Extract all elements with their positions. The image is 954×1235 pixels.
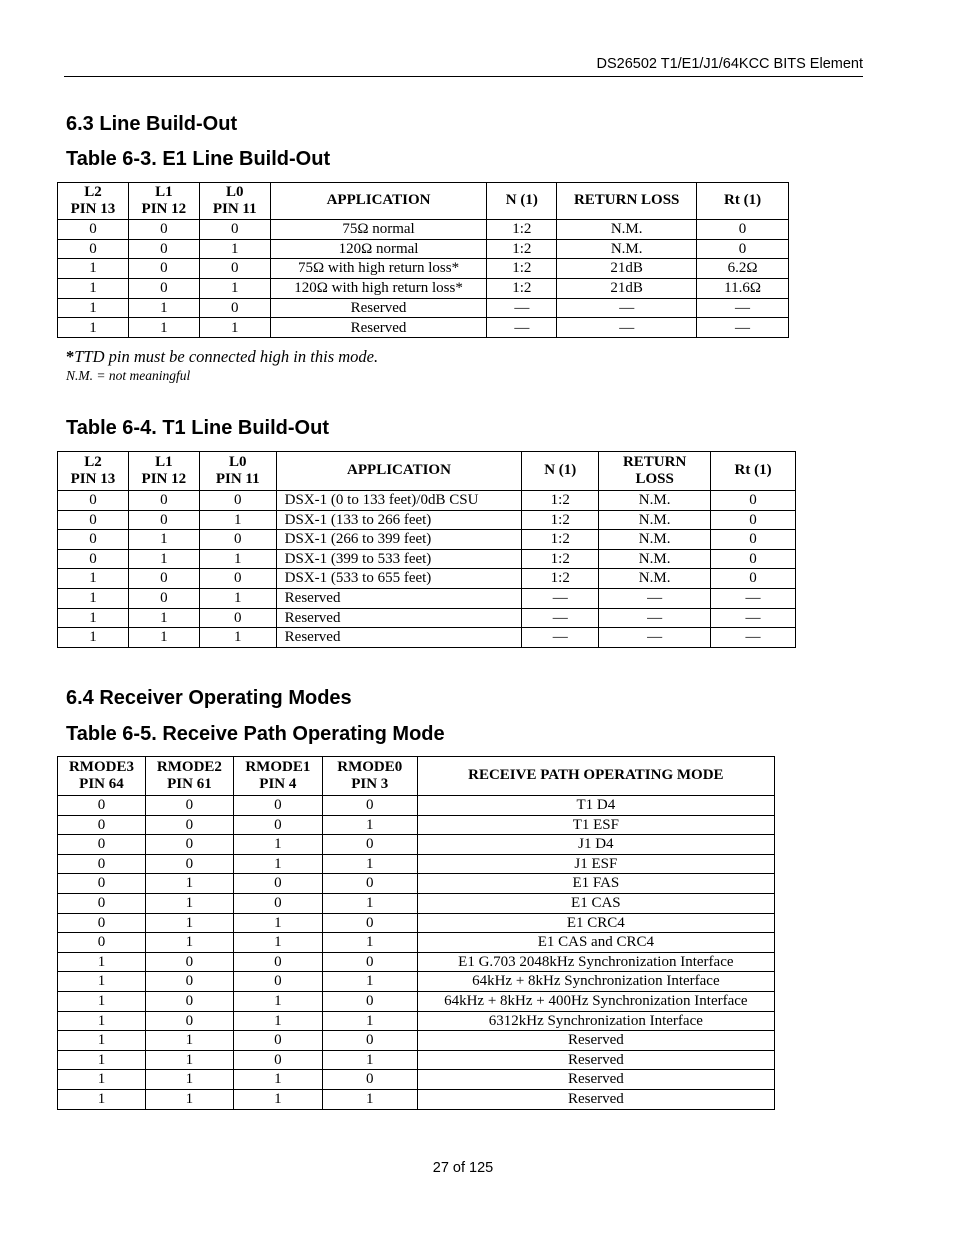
table-cell: 0	[697, 220, 789, 240]
table-cell: 75Ω normal	[270, 220, 487, 240]
table-cell: 0	[233, 952, 322, 972]
column-header: RMODE0 PIN 3	[322, 757, 417, 796]
t1-line-build-out-table	[57, 451, 796, 648]
table-cell: Reserved	[276, 628, 522, 648]
table-caption-rx: Table 6-5. Receive Path Operating Mode	[66, 723, 445, 745]
table-cell: 1	[199, 549, 276, 569]
column-header: RMODE2 PIN 61	[145, 757, 233, 796]
table-cell: 1	[145, 1070, 233, 1090]
table-cell: 0	[233, 1050, 322, 1070]
column-header: L1 PIN 12	[128, 452, 199, 491]
table-cell: 0	[199, 220, 270, 240]
table-cell: 0	[58, 549, 129, 569]
table-row	[58, 549, 796, 569]
table-cell: 1	[58, 259, 129, 279]
table-cell: E1 G.703 2048kHz Synchronization Interface	[417, 952, 774, 972]
table-row	[58, 628, 796, 648]
table-cell: —	[522, 628, 599, 648]
column-header: RMODE1 PIN 4	[233, 757, 322, 796]
table-cell: 1:2	[522, 510, 599, 530]
table-cell: 1	[128, 298, 199, 318]
table-cell: 0	[58, 893, 146, 913]
table-cell: 0	[58, 510, 129, 530]
table-cell: 1	[58, 1070, 146, 1090]
table-row	[58, 1011, 775, 1031]
table-cell: DSX-1 (266 to 399 feet)	[276, 530, 522, 550]
table-cell: 75Ω with high return loss*	[270, 259, 487, 279]
table-row	[58, 796, 775, 816]
table-cell: 1:2	[487, 239, 557, 259]
table-cell: 1	[233, 835, 322, 855]
document-header: DS26502 T1/E1/J1/64KCC BITS Element	[596, 56, 863, 72]
table-row	[58, 854, 775, 874]
table-cell: —	[487, 318, 557, 338]
table-cell: 1	[128, 628, 199, 648]
table-cell: 0	[128, 220, 199, 240]
table-cell: 1:2	[522, 491, 599, 511]
table-cell: DSX-1 (399 to 533 feet)	[276, 549, 522, 569]
table-cell: J1 D4	[417, 835, 774, 855]
table-cell: 0	[322, 1031, 417, 1051]
table-cell: 1	[322, 933, 417, 953]
table-row	[58, 318, 789, 338]
table-cell: 1	[199, 510, 276, 530]
table-cell: Reserved	[276, 588, 522, 608]
table-cell: 1:2	[487, 279, 557, 299]
table-cell: —	[487, 298, 557, 318]
table-cell: Reserved	[270, 298, 487, 318]
table-cell: 0	[199, 608, 276, 628]
table-row	[58, 298, 789, 318]
table-cell: 1	[58, 1089, 146, 1109]
table-cell: 0	[128, 259, 199, 279]
table-cell: 1	[233, 854, 322, 874]
table-cell: 1	[322, 815, 417, 835]
table-cell: 0	[58, 530, 129, 550]
table-cell: 64kHz + 8kHz + 400Hz Synchronization Interface	[417, 991, 774, 1011]
table-cell: 0	[145, 835, 233, 855]
column-header: L0 PIN 11	[199, 183, 270, 220]
table-cell: 1	[233, 1011, 322, 1031]
table-cell: 1	[58, 1050, 146, 1070]
table-cell: 0	[322, 913, 417, 933]
table-cell: 0	[199, 569, 276, 589]
page-number: 27 of 125	[432, 1160, 494, 1176]
table-cell: 1	[322, 1050, 417, 1070]
table-cell: —	[557, 298, 697, 318]
table-cell: 0	[233, 815, 322, 835]
table-caption-t1: Table 6-4. T1 Line Build-Out	[66, 417, 329, 439]
table-row	[58, 569, 796, 589]
table-cell: Reserved	[417, 1031, 774, 1051]
table-cell: 0	[145, 796, 233, 816]
table-cell: 0	[58, 913, 146, 933]
table-cell: N.M.	[599, 530, 711, 550]
table-cell: —	[711, 608, 796, 628]
table-cell: 1	[322, 893, 417, 913]
table-cell: 64kHz + 8kHz Synchronization Interface	[417, 972, 774, 992]
column-header: N (1)	[522, 452, 599, 491]
table-cell: 0	[322, 874, 417, 894]
table-cell: 0	[128, 569, 199, 589]
column-header: RETURN LOSS	[557, 183, 697, 220]
table-cell: 1	[58, 991, 146, 1011]
table-cell: 0	[199, 491, 276, 511]
column-header: L2 PIN 13	[58, 183, 129, 220]
table-cell: 1:2	[522, 569, 599, 589]
table-cell: DSX-1 (533 to 655 feet)	[276, 569, 522, 589]
table-cell: 0	[322, 796, 417, 816]
table-row	[58, 913, 775, 933]
table-cell: 1:2	[487, 259, 557, 279]
table-cell: 6312kHz Synchronization Interface	[417, 1011, 774, 1031]
table-cell: 21dB	[557, 259, 697, 279]
table-row	[58, 220, 789, 240]
table-cell: 1	[233, 1089, 322, 1109]
table-cell: 0	[58, 815, 146, 835]
e1-footnote: *TTD pin must be connected high in this mode.	[66, 347, 379, 366]
table-cell: 1	[233, 991, 322, 1011]
table-cell: 1	[58, 628, 129, 648]
table-cell: 0	[128, 510, 199, 530]
table-cell: T1 ESF	[417, 815, 774, 835]
table-row	[58, 893, 775, 913]
section-heading-6-3: 6.3 Line Build-Out	[66, 113, 238, 135]
table-cell: 11.6Ω	[697, 279, 789, 299]
table-row	[58, 815, 775, 835]
table-cell: Reserved	[417, 1050, 774, 1070]
table-cell: Reserved	[276, 608, 522, 628]
table-cell: 0	[128, 588, 199, 608]
table-cell: 0	[322, 835, 417, 855]
table-cell: 1	[233, 1070, 322, 1090]
table-cell: 1	[145, 1031, 233, 1051]
table-cell: 0	[145, 854, 233, 874]
table-cell: 1:2	[522, 549, 599, 569]
receive-path-operating-mode-table	[57, 756, 775, 1110]
table-row	[58, 491, 796, 511]
table-cell: —	[599, 608, 711, 628]
table-cell: —	[522, 588, 599, 608]
column-header: APPLICATION	[276, 452, 522, 491]
nm-footnote: N.M. = not meaningful	[66, 368, 191, 383]
table-cell: 0	[233, 893, 322, 913]
table-cell: 1	[58, 569, 129, 589]
table-cell: 1	[58, 318, 129, 338]
table-cell: 0	[145, 815, 233, 835]
table-cell: 0	[233, 1031, 322, 1051]
table-cell: 0	[697, 239, 789, 259]
column-header: Rt (1)	[697, 183, 789, 220]
table-cell: 0	[711, 491, 796, 511]
table-cell: —	[522, 608, 599, 628]
table-cell: 1	[58, 1031, 146, 1051]
table-row	[58, 259, 789, 279]
table-cell: E1 CAS	[417, 893, 774, 913]
table-cell: 0	[128, 279, 199, 299]
table-row	[58, 510, 796, 530]
table-cell: 120Ω with high return loss*	[270, 279, 487, 299]
table-cell: 0	[322, 952, 417, 972]
table-cell: 1	[58, 608, 129, 628]
column-header: RECEIVE PATH OPERATING MODE	[417, 757, 774, 796]
table-cell: 0	[322, 1070, 417, 1090]
table-cell: 120Ω normal	[270, 239, 487, 259]
table-cell: 0	[58, 491, 129, 511]
table-cell: DSX-1 (133 to 266 feet)	[276, 510, 522, 530]
table-cell: 1	[199, 588, 276, 608]
table-cell: 1:2	[487, 220, 557, 240]
table-cell: —	[599, 628, 711, 648]
table-cell: 1	[145, 874, 233, 894]
table-cell: 1	[145, 1050, 233, 1070]
table-cell: E1 CRC4	[417, 913, 774, 933]
table-cell: 0	[233, 972, 322, 992]
table-cell: —	[711, 588, 796, 608]
table-cell: —	[697, 298, 789, 318]
column-header: APPLICATION	[270, 183, 487, 220]
table-cell: 21dB	[557, 279, 697, 299]
table-cell: 1	[58, 952, 146, 972]
table-cell: 1	[322, 1089, 417, 1109]
table-cell: 0	[199, 298, 270, 318]
table-cell: 0	[145, 972, 233, 992]
table-row	[58, 1050, 775, 1070]
table-cell: 1	[233, 933, 322, 953]
table-cell: N.M.	[557, 239, 697, 259]
table-cell: 1	[128, 318, 199, 338]
table-row	[58, 874, 775, 894]
column-header: L2 PIN 13	[58, 452, 129, 491]
table-cell: T1 D4	[417, 796, 774, 816]
table-cell: —	[557, 318, 697, 338]
table-cell: 1	[199, 628, 276, 648]
table-cell: —	[711, 628, 796, 648]
table-caption-e1: Table 6-3. E1 Line Build-Out	[66, 148, 331, 170]
column-header: N (1)	[487, 183, 557, 220]
table-cell: 0	[145, 991, 233, 1011]
table-row	[58, 1089, 775, 1109]
table-cell: 0	[128, 239, 199, 259]
column-header: L1 PIN 12	[128, 183, 199, 220]
table-row	[58, 972, 775, 992]
table-cell: —	[599, 588, 711, 608]
table-cell: 0	[199, 259, 270, 279]
table-row	[58, 588, 796, 608]
table-cell: 0	[233, 874, 322, 894]
table-cell: 1:2	[522, 530, 599, 550]
table-cell: 1	[199, 318, 270, 338]
table-row	[58, 1031, 775, 1051]
table-row	[58, 279, 789, 299]
table-cell: 0	[711, 510, 796, 530]
table-row	[58, 239, 789, 259]
table-cell: 0	[58, 854, 146, 874]
table-cell: 0	[58, 239, 129, 259]
table-cell: 0	[58, 933, 146, 953]
table-cell: 1	[145, 1089, 233, 1109]
table-cell: 1	[58, 279, 129, 299]
table-cell: 0	[322, 991, 417, 1011]
table-cell: 0	[58, 220, 129, 240]
table-cell: Reserved	[417, 1089, 774, 1109]
table-cell: N.M.	[599, 510, 711, 530]
table-row	[58, 835, 775, 855]
column-header: Rt (1)	[711, 452, 796, 491]
table-cell: 1	[128, 549, 199, 569]
table-cell: Reserved	[417, 1070, 774, 1090]
table-cell: DSX-1 (0 to 133 feet)/0dB CSU	[276, 491, 522, 511]
table-cell: 1	[145, 913, 233, 933]
table-cell: 1	[58, 298, 129, 318]
table-cell: 0	[233, 796, 322, 816]
column-header: L0 PIN 11	[199, 452, 276, 491]
e1-line-build-out-table	[57, 182, 789, 338]
table-row	[58, 608, 796, 628]
column-header: RMODE3 PIN 64	[58, 757, 146, 796]
column-header: RETURN LOSS	[599, 452, 711, 491]
table-cell: N.M.	[599, 569, 711, 589]
table-cell: J1 ESF	[417, 854, 774, 874]
table-row	[58, 1070, 775, 1090]
table-cell: 1	[145, 893, 233, 913]
table-cell: 1	[128, 530, 199, 550]
table-cell: 1	[58, 1011, 146, 1031]
table-cell: Reserved	[270, 318, 487, 338]
table-cell: 1	[199, 239, 270, 259]
table-cell: 1	[145, 933, 233, 953]
table-cell: 0	[711, 530, 796, 550]
table-cell: —	[697, 318, 789, 338]
table-row	[58, 991, 775, 1011]
table-cell: 0	[58, 874, 146, 894]
table-row	[58, 952, 775, 972]
table-cell: 1	[322, 1011, 417, 1031]
table-cell: 0	[58, 835, 146, 855]
table-cell: 6.2Ω	[697, 259, 789, 279]
table-cell: N.M.	[599, 549, 711, 569]
table-cell: 0	[145, 952, 233, 972]
table-cell: 0	[58, 796, 146, 816]
table-cell: E1 FAS	[417, 874, 774, 894]
table-cell: 1	[322, 854, 417, 874]
table-cell: N.M.	[557, 220, 697, 240]
table-cell: E1 CAS and CRC4	[417, 933, 774, 953]
table-cell: 1	[322, 972, 417, 992]
table-cell: 1	[128, 608, 199, 628]
section-heading-6-4: 6.4 Receiver Operating Modes	[66, 687, 352, 709]
table-cell: 0	[128, 491, 199, 511]
table-cell: 1	[58, 972, 146, 992]
table-cell: 0	[199, 530, 276, 550]
table-cell: 1	[58, 588, 129, 608]
table-cell: 1	[199, 279, 270, 299]
table-row	[58, 530, 796, 550]
table-cell: 0	[145, 1011, 233, 1031]
table-cell: 0	[711, 549, 796, 569]
header-rule	[64, 76, 863, 77]
table-cell: 1	[233, 913, 322, 933]
table-cell: N.M.	[599, 491, 711, 511]
table-row	[58, 933, 775, 953]
table-cell: 0	[711, 569, 796, 589]
